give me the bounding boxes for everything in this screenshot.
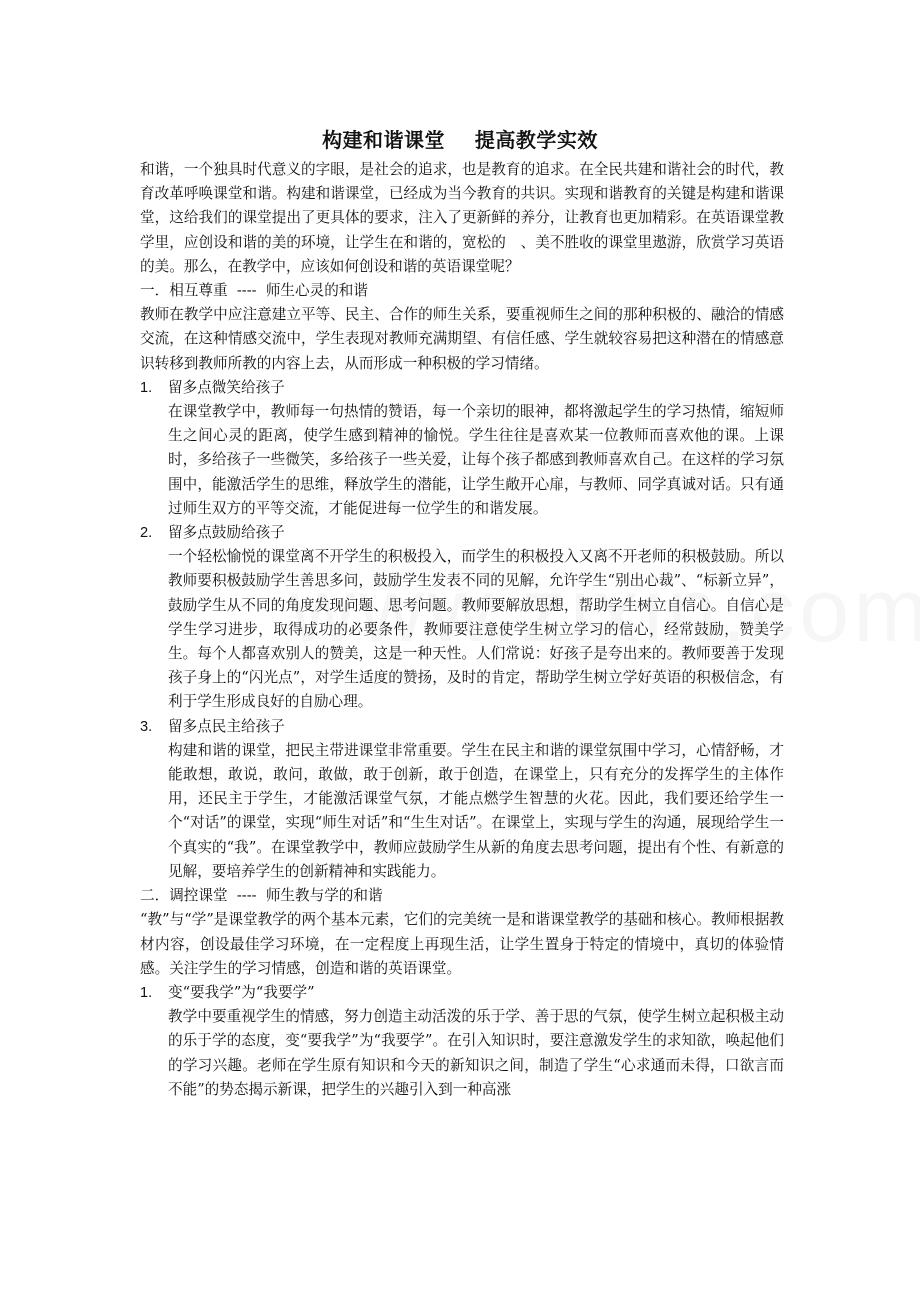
item-number: 2.: [140, 525, 153, 542]
document-title: 构建和谐课堂 提高教学实效: [322, 128, 598, 152]
section-2-item-1: [140, 981, 784, 1102]
item-body: 构建和谐的课堂，把民主带进课堂非常重要。学生在民主和谐的课堂氛围中学习，心情舒畅，才能敢想，敢说，敢问，敢做，敢于创新，敢于创造，在课堂上，只有充分的发挥学生的主体作用，还民主于学生，才能激活课堂气氛，才能点燃学生智慧的火花。因此，我们要还给学生一个“对话”的课堂，实现“师生对话”和“生生对话”。在课堂上，实现与学生的沟通，展现给学生一个真实的“我”。在课堂教学中，教师应鼓励学生从新的角度去思考问题，提出有个性、有新意的见解，要培养学生的创新精神和实践能力。: [168, 741, 784, 880]
item-body: 一个轻松愉悦的课堂离不开学生的积极投入，而学生的积极投入又离不开老师的积极鼓励。所以教师要积极鼓励学生善思多问，鼓励学生发表不同的见解，允许学生“别出心裁”、“标新立异”，鼓励学生从不同的角度发现问题、思考问题。教师要解放思想，帮助学生树立自信心。自信心是学生学习进步，取得成功的必要条件，教师要注意使学生树立学习的信心，经常鼓励，赞美学生。每个人都喜欢别人的赞美，这是一种天性。人们常说：好孩子是夸出来的。教师要善于发现孩子身上的“闪光点”，对学生适度的赞扬，及时的肯定，帮助学生树立学好英语的积极信念，有利于学生形成良好的自励心理。: [168, 548, 784, 711]
item-number: 1.: [140, 984, 153, 1001]
item-title: 变“要我学”为“我要学”: [168, 983, 315, 1001]
intro-paragraph: 和谐，一个独具时代意义的字眼，是社会的追求，也是教育的追求。在全民共建和谐社会的时代，教育改革呼唤课堂和谐。构建和谐课堂，已经成为当今教育的共识。实现和谐教育的关键是构建和谐课堂，这给我们的课堂提出了更具体的要求，注入了更新鲜的养分，让教育也更加精彩。在英语课堂教学里，应创设和谐的美的环境，让学生在和谐的，宽松的 、美不胜收的课堂里遨游，欣赏学习英语的美。那么，在教学中，应该如何创设和谐的英语课堂呢？: [140, 161, 784, 275]
item-body: 教学中要重视学生的情感，努力创造主动活泼的乐于学、善于思的气氛，使学生树立起积极主动的乐于学的态度，变“要我学”为“我要学”。在引入知识时，要注意激发学生的求知欲，唤起他们的学习兴趣。老师在学生原有知识和今天的新知识之间，制造了学生“心求通而未得，口欲言而不能”的势态揭示新课，把学生的兴趣引入到一种高涨: [168, 1008, 784, 1098]
item-number: 1.: [140, 379, 153, 396]
item-title: 留多点鼓励给孩子: [168, 524, 285, 542]
section-2-heading: 二．调控课堂 ---- 师生教与学的和谐: [140, 887, 383, 905]
item-title: 留多点微笑给孩子: [168, 378, 285, 396]
item-body: 在课堂教学中，教师每一句热情的赞语，每一个亲切的眼神，都将激起学生的学习热情，缩短师生之间心灵的距离，使学生感到精神的愉悦。学生往往是喜欢某一位教师而喜欢他的课。上课时，多给孩子一些微笑，多给孩子一些关爱，让每个孩子都感到教师喜欢自己。在这样的学习氛围中，能激活学生的思维，释放学生的潜能，让学生敞开心扉，与教师、同学真诚对话。只有通过师生双方的平等交流，才能促进每一位学生的和谐发展。: [168, 403, 784, 517]
document-body: [140, 158, 784, 1102]
section-1-item-3: [140, 715, 784, 884]
item-title: 留多点民主给孩子: [168, 717, 285, 735]
section-2-intro: “教”与“学”是课堂教学的两个基本元素，它们的完美统一是和谐课堂教学的基础和核心。教师根据教材内容，创设最佳学习环境，在一定程度上再现生活，让学生置身于特定的情境中，真切的体验情感。关注学生的学习情感，创造和谐的英语课堂。: [140, 911, 784, 977]
section-1-heading: 一．相互尊重 ---- 师生心灵的和谐: [140, 282, 369, 300]
section-1-item-2: [140, 521, 784, 715]
section-1-item-1: [140, 376, 784, 521]
item-number: 3.: [140, 718, 153, 735]
section-1-intro: 教师在教学中应注意建立平等、民主、合作的师生关系，要重视师生之间的那种积极的、融洽的情感交流，在这种情感交流中，学生表现对教师充满期望、有信任感、学生就较容易把这种潜在的情感意识转移到教师所教的内容上去，从而形成一种积极的学习情绪。: [140, 306, 784, 372]
